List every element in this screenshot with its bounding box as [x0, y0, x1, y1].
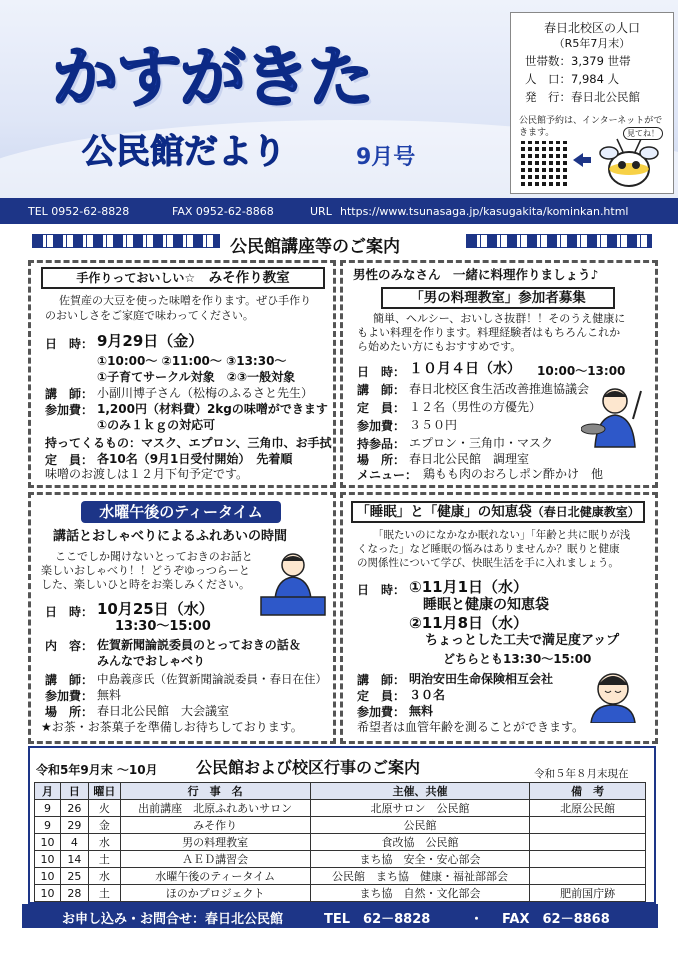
newsletter-title: かすがきた: [52, 39, 372, 116]
table-cell: 水: [88, 868, 120, 885]
contact-url-label: URL: [310, 205, 332, 218]
newsletter-subtitle: 公民館だより: [82, 132, 286, 172]
teatime-content: 佐賀新聞論説委員のとっておきの話＆: [97, 638, 301, 652]
table-cell: ＡＥＤ講習会: [120, 851, 310, 868]
table-cell: 14: [60, 851, 88, 868]
sleep-capacity: ３０名: [409, 688, 446, 702]
arrow-left-icon: [573, 151, 591, 169]
table-row: [35, 817, 646, 834]
cooking-teacher: 春日北校区食生活改善推進協議会: [409, 382, 590, 396]
cooking-menu: 鶏もも肉のおろしポン酢かけ 他: [423, 467, 604, 481]
cooking-class-box: [340, 260, 658, 488]
table-row: [35, 885, 646, 902]
teatime-fee: 無料: [97, 688, 122, 702]
sleep-intro: 「眠たいのになかなか眠れない」「年齢と共に眠りが浅: [373, 529, 631, 541]
miso-date: 9月29日（金）: [97, 332, 204, 350]
teatime-teacher-label: 講 師：: [45, 673, 94, 687]
cooking-header-1: 男性のみなさん 一緒に料理作りましょう♪: [353, 267, 599, 282]
table-cell: 肥前国庁跡: [530, 885, 646, 902]
teatime-intro: ここでしか聞けないとっておきのお話と: [55, 550, 253, 563]
table-cell: 26: [60, 800, 88, 817]
miso-teacher-label: 講 師：: [45, 387, 94, 401]
population-title: 春日北校区の人口: [543, 21, 640, 35]
miso-intro: 佐賀産の大豆を使った味噌を作ります。ぜひ手作り: [59, 294, 312, 307]
table-cell: 29: [60, 817, 88, 834]
table-cell: 食改協 公民館: [310, 834, 530, 851]
miso-capacity: 各10名（9月1日受付開始） 先着順: [97, 452, 293, 466]
sleep-title-1: 睡眠と健康の知恵袋: [423, 597, 549, 613]
footer-fax: FAX 62－8868: [502, 912, 610, 927]
sleep-date-2: ②11月8日（水）: [409, 614, 529, 632]
population-date: （R5年7月末）: [553, 37, 631, 50]
table-cell: 北原サロン 公民館: [310, 800, 530, 817]
cooking-capacity: １２名（男性の方優先）: [409, 400, 542, 414]
sleep-time: どちらとも13:30～15:00: [443, 652, 592, 666]
miso-delivery: 味噌のお渡しは１２月下旬予定です。: [45, 467, 249, 481]
teatime-intro-2: 楽しいおしゃべり！！どうぞゆっつらーと: [41, 564, 250, 577]
teatime-note: ★お茶・お茶菓子を準備しお待ちしております。: [41, 720, 303, 734]
table-cell: ほのかプロジェクト: [120, 885, 310, 902]
teatime-intro-3: した、楽しいひと時をお楽しみください。: [41, 578, 250, 591]
table-cell: [530, 834, 646, 851]
cooking-bring: エプロン・三角巾・マスク: [409, 436, 554, 450]
table-header-cell: 備 考: [530, 783, 646, 800]
teatime-header: 水曜午後のティータイム: [81, 501, 281, 523]
table-cell: 10: [35, 885, 61, 902]
table-cell: まち協 安全・安心部会: [310, 851, 530, 868]
miso-header: 手作りっておいしい☆ みそ作り教室: [41, 267, 325, 289]
table-cell: [530, 868, 646, 885]
sleep-note: 希望者は血管年齢を測ることができます。: [357, 720, 585, 734]
contact-url[interactable]: https://www.tsunasaga.jp/kasugakita/kominkan.html: [340, 205, 629, 218]
cooking-capacity-label: 定 員：: [357, 401, 406, 415]
dotted-divider-right: [466, 234, 652, 248]
table-cell: [530, 817, 646, 834]
events-title: 公民館および校区行事のご案内: [196, 758, 421, 777]
table-header-cell: 曜日: [88, 783, 120, 800]
events-asof: 令和５年８月末現在: [534, 768, 629, 780]
table-row: [35, 800, 646, 817]
cooking-place: 春日北公民館 調理室: [409, 452, 530, 466]
table-cell: 火: [88, 800, 120, 817]
miso-fee-note: ①のみ１ｋｇの対応可: [97, 418, 216, 432]
sleep-intro-3: の関係性について学び、快眠生活を手に入れましょう。: [357, 557, 619, 569]
table-cell: [530, 851, 646, 868]
teatime-fee-label: 参加費：: [45, 689, 94, 703]
events-period: 令和5年9月末 ～10月: [36, 763, 158, 777]
publisher-row: 発 行：春日北公民館: [525, 90, 640, 104]
teatime-teacher: 中島義彦氏（佐賀新聞論説委員・春日在住）: [97, 672, 327, 686]
cooking-header-2: 「男の料理教室」参加者募集: [381, 287, 615, 309]
table-cell: 金: [88, 817, 120, 834]
miso-teacher: 小副川博子さん（松梅のふるさと先生）: [97, 386, 314, 400]
table-header-cell: 日: [60, 783, 88, 800]
miso-class-box: [28, 260, 336, 488]
cooking-teacher-label: 講 師：: [357, 383, 406, 397]
miso-date-label: 日 時：: [45, 337, 94, 351]
events-table: [34, 782, 646, 922]
table-cell: 水: [88, 834, 120, 851]
cooking-place-label: 場 所：: [357, 453, 406, 467]
table-cell: まち協 自然・文化部会: [310, 885, 530, 902]
sleep-health-box: [340, 492, 658, 744]
miso-intro-2: のおいしさをご家庭で味わってください。: [45, 309, 254, 322]
teatime-time: 13:30～15:00: [115, 619, 211, 634]
sleep-title-2: ちょっとした工夫で満足度アップ: [425, 633, 620, 648]
table-cell: 25: [60, 868, 88, 885]
footer-tel: TEL 62－8828: [324, 912, 431, 927]
cooking-date-label: 日 時：: [357, 365, 406, 379]
cooking-intro-2: もよい料理を作ります。料理経験者はもちろんこれか: [357, 326, 621, 339]
sleep-date-1: ①11月1日（水）: [409, 578, 529, 596]
table-cell: 出前講座 北原ふれあいサロン: [120, 800, 310, 817]
teatime-subtitle: 講話とおしゃべりによるふれあいの時間: [53, 529, 288, 544]
teatime-content-2: みんなでおしゃべり: [97, 654, 206, 668]
footer-separator: ・: [470, 912, 484, 927]
footer-label: お申し込み・お問合せ：春日北公民館: [62, 912, 284, 927]
table-cell: 9: [35, 817, 61, 834]
teatime-date-label: 日 時：: [45, 605, 94, 619]
miso-fee-label: 参加費：: [45, 403, 94, 417]
sleep-intro-2: くなった」など睡眠の悩みはありませんか？眠りと健康: [357, 543, 620, 555]
mascot-bubble: 見てね！: [623, 127, 663, 140]
table-header-cell: 行 事 名: [120, 783, 310, 800]
sleep-header: 「睡眠」と「健康」の知恵袋（春日北健康教室）: [351, 501, 645, 523]
table-header-cell: 主催、共催: [310, 783, 530, 800]
teatime-content-label: 内 容：: [45, 639, 94, 653]
table-cell: 公民館: [310, 817, 530, 834]
table-cell: 土: [88, 885, 120, 902]
sleeping-person-illustration-icon: [583, 667, 643, 723]
cooking-menu-label: メニュー：: [357, 468, 418, 482]
miso-capacity-label: 定 員：: [45, 453, 94, 467]
reservation-note: 公民館予約は、インターネットができます。: [519, 116, 663, 138]
cooking-intro-3: ら始めたい方にもおすすめです。: [357, 340, 522, 353]
teatime-date: 10月25日（水）: [97, 600, 214, 618]
table-cell: 10: [35, 834, 61, 851]
teatime-place: 春日北公民館 大会議室: [97, 704, 230, 718]
table-cell: 男の料理教室: [120, 834, 310, 851]
contact-fax: FAX 0952-62-8868: [172, 205, 274, 218]
population-box: [510, 12, 674, 194]
qr-code-icon[interactable]: [521, 141, 569, 189]
dotted-divider-left: [32, 234, 220, 248]
cooking-intro: 簡単、ヘルシー、おいしさ抜群！！そのうえ健康に: [373, 312, 626, 325]
section-title: 公民館講座等のご案内: [230, 237, 400, 257]
contact-tel: TEL 0952-62-8828: [28, 205, 130, 218]
speaker-illustration-icon: [257, 549, 329, 619]
sleep-date-label: 日 時：: [357, 583, 406, 597]
table-cell: みそ作り: [120, 817, 310, 834]
table-row: [35, 851, 646, 868]
miso-groups: ①子育てサークル対象 ②③一般対象: [97, 370, 296, 384]
sleep-fee: 無料: [409, 704, 434, 718]
sleep-teacher: 明治安田生命保険相互会社: [409, 672, 554, 686]
table-cell: 土: [88, 851, 120, 868]
teatime-place-label: 場 所：: [45, 705, 94, 719]
table-row: [35, 834, 646, 851]
cooking-fee: ３５０円: [409, 418, 458, 432]
table-cell: 28: [60, 885, 88, 902]
footer-bar: [22, 904, 658, 928]
people-row: 人 口：7,984 人: [525, 72, 620, 86]
cooking-time: 10:00～13:00: [537, 364, 626, 378]
table-row: [35, 868, 646, 885]
table-cell: 10: [35, 868, 61, 885]
contact-strip: [0, 198, 678, 224]
cooking-date: １０月４日（水）: [409, 361, 521, 377]
table-cell: 北原公民館: [530, 800, 646, 817]
table-cell: 水曜午後のティータイム: [120, 868, 310, 885]
cooking-fee-label: 参加費：: [357, 419, 406, 433]
table-cell: 9: [35, 800, 61, 817]
table-cell: 10: [35, 851, 61, 868]
table-header-cell: 月: [35, 783, 61, 800]
households-row: 世帯数：3,379 世帯: [525, 54, 631, 68]
miso-times: ①10:00～ ②11:00～ ③13:30～: [97, 354, 287, 368]
table-cell: 4: [60, 834, 88, 851]
cooking-man-illustration-icon: [581, 383, 643, 453]
teatime-box: [28, 492, 336, 744]
cooking-bring-label: 持参品：: [357, 437, 406, 451]
issue-label: 9月号: [356, 145, 416, 170]
sleep-capacity-label: 定 員：: [357, 689, 406, 703]
miso-bring: 持ってくるもの：マスク、エプロン、三角巾、お手拭: [45, 436, 332, 450]
miso-fee: 1,200円（材料費）2kgの味噌ができます: [97, 402, 328, 416]
table-cell: 公民館 まち協 健康・福祉部部会: [310, 868, 530, 885]
sleep-teacher-label: 講 師：: [357, 673, 406, 687]
sleep-fee-label: 参加費：: [357, 705, 406, 719]
